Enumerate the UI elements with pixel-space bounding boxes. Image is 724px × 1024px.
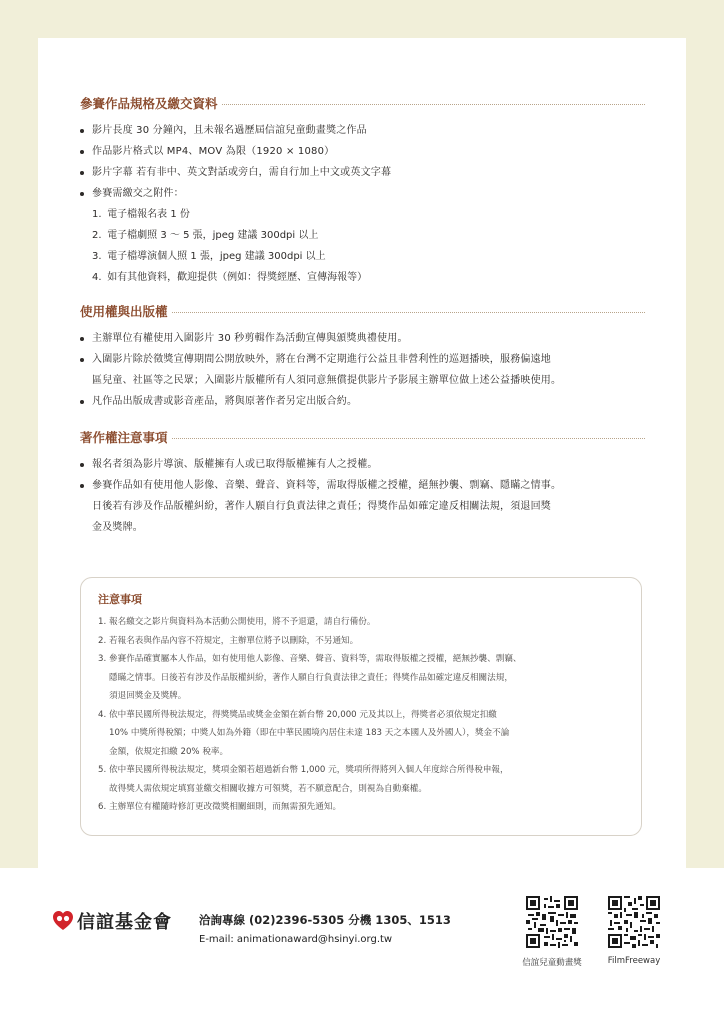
list-item: 影片字幕 若有非中、英文對話或旁白，需自行加上中文或英文字幕 xyxy=(80,162,645,183)
section-copyright xyxy=(80,428,645,538)
qr-label: 信誼兒童動畫獎 xyxy=(522,958,582,968)
dotted-divider xyxy=(172,312,645,313)
note-item: 4. 依中華民國所得稅法規定，得獎獎品或獎金金額在新台幣 20,000 元及其以上，得獎者必須依規定扣繳 10% 中獎所得稅額；中獎人如為外籍（即在中華民國境內居住未達 183 天之本國人及外國人），獎金不論 金額，依規定扣繳 20% 稅率。 xyxy=(98,709,510,757)
list-item: 凡作品出版成書或影音產品，將與原著作者另定出版合約。 xyxy=(80,391,645,412)
list-item: 主辦單位有權使用入圍影片 30 秒剪輯作為活動宣傳與頒獎典禮使用。 xyxy=(80,328,645,349)
notes-box xyxy=(80,577,642,836)
list-item: 4. 如有其他資料，歡迎提供（例如：得獎經歷、宣傳海報等） xyxy=(92,272,368,283)
qr-code-icon[interactable] xyxy=(526,896,578,948)
spec-list xyxy=(80,120,645,204)
attachment-list xyxy=(80,204,645,288)
hsinyi-logo xyxy=(52,908,172,934)
logo-text: 信誼基金會 xyxy=(77,912,172,933)
list-item: 參賽需繳交之附件： xyxy=(80,183,645,204)
note-item: 5. 依中華民國所得稅法規定，獎項金額若超過新台幣 1,000 元，獎項所得將列入個人年度綜合所得稅申報， 故得獎人需依規定填寫並繳交相關收據方可領獎，若不願意配合，則視為自動棄權。 xyxy=(98,765,509,794)
usage-list xyxy=(80,328,645,412)
dotted-divider xyxy=(172,438,645,439)
list-item: 參賽作品如有使用他人影像、音樂、聲音、資料等，需取得版權之授權，絕無抄襲、剽竊、隱瞞之情事。 日後若有涉及作品版權糾紛，著作人願自行負責法律之責任；得獎作品如確定違反相關法規，須退回獎 金及獎牌。 xyxy=(80,475,645,538)
note-item: 2. 若報名表與作品內容不符規定，主辦單位將予以刪除，不另通知。 xyxy=(98,635,359,646)
list-item: 報名者須為影片導演、版權擁有人或已取得版權擁有人之授權。 xyxy=(80,454,645,475)
qr-label: FilmFreeway xyxy=(607,956,661,966)
section-usage xyxy=(80,302,645,412)
section-title: 參賽作品規格及繳交資料 xyxy=(80,94,645,112)
list-item: 1. 電子檔報名表 1 份 xyxy=(92,209,190,220)
note-item: 6. 主辦單位有權隨時修訂更改徵獎相關細則，而無需預先通知。 xyxy=(98,802,342,812)
note-item: 1. 報名繳交之影片與資料為本活動公開使用，將不予退還，請自行備份。 xyxy=(98,617,376,627)
list-item: 3. 電子檔導演個人照 1 張，jpeg 建議 300dpi 以上 xyxy=(92,251,326,262)
section-title: 著作權注意事項 xyxy=(80,428,645,446)
notes-list xyxy=(98,613,623,817)
section-spec xyxy=(80,94,645,288)
copyright-list xyxy=(80,454,645,538)
list-item: 2. 電子檔劇照 3 ～ 5 張，jpeg 建議 300dpi 以上 xyxy=(92,230,319,241)
contact-info xyxy=(199,912,451,945)
qr-code-icon[interactable] xyxy=(608,896,660,948)
note-item: 3. 參賽作品確實屬本人作品，如有使用他人影像、音樂、聲音、資料等，需取得版權之授權，絕無抄襲、剽竊、 隱瞞之情事。日後若有涉及作品版權糾紛，著作人願自行負責法律之責任；得獎作品如確定違反相關法規， 須退回獎金及獎牌。 xyxy=(98,654,522,701)
contact-email[interactable]: E-mail: animationaward@hsinyi.org.tw xyxy=(199,934,393,945)
section-title: 使用權與出版權 xyxy=(80,302,645,320)
list-item: 影片長度 30 分鐘內，且未報名過歷屆信誼兒童動畫獎之作品 xyxy=(80,120,645,141)
notes-title: 注意事項 xyxy=(98,593,142,606)
list-item: 作品影片格式以 MP4、MOV 為限（1920 × 1080） xyxy=(80,141,645,162)
list-item: 入圍影片除於徵獎宣傳期間公開放映外，將在台灣不定期進行公益且非營利性的巡迴播映，服務偏遠地 區兒童、社區等之民眾；入圍影片版權所有人須同意無償提供影片予影展主辦單位做上述公益播映使用。 xyxy=(80,349,645,391)
footer xyxy=(0,868,724,1024)
dotted-divider xyxy=(222,104,645,105)
contact-phone: 洽詢專線 (02)2396-5305 分機 1305、1513 xyxy=(199,913,451,927)
heart-logo-icon xyxy=(52,910,74,932)
